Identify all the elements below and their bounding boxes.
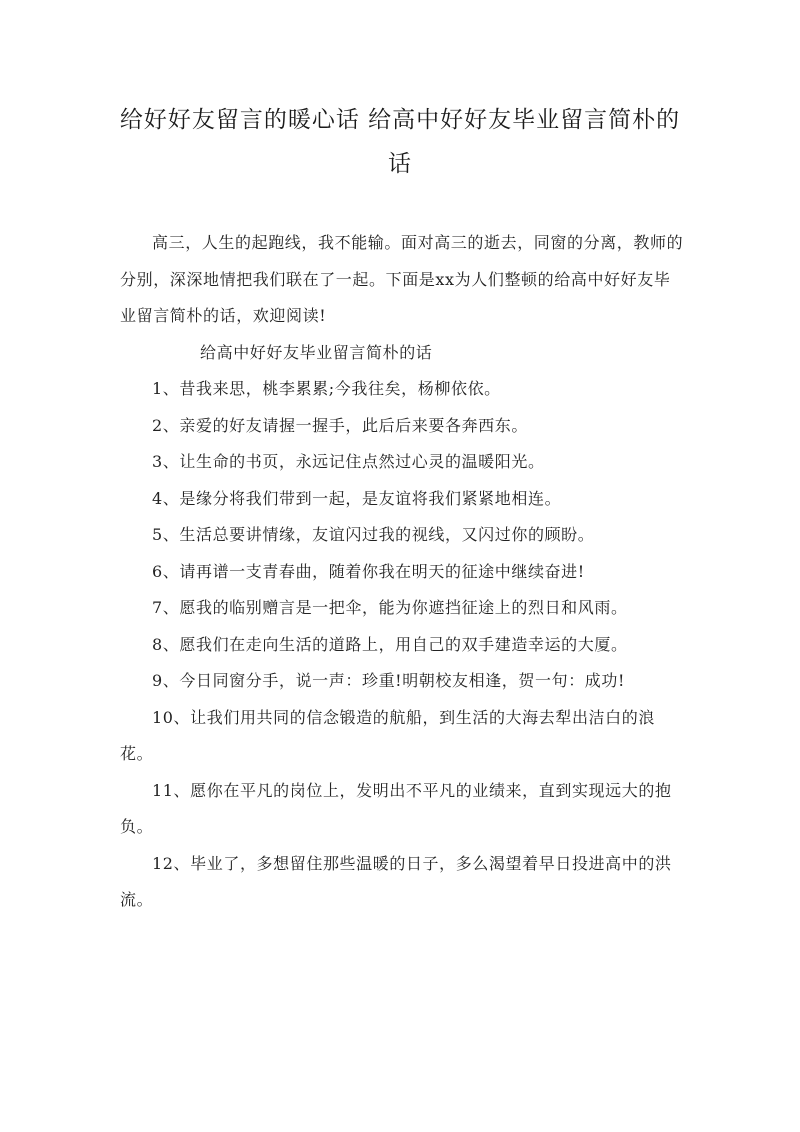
list-item: 2、亲爱的好友请握一握手，此后后来要各奔西东。 [152, 415, 528, 435]
list-item: 3、让生命的书页，永远记住点然过心灵的温暖阳光。 [152, 452, 545, 471]
document-title: 给好好友留言的暖心话 给高中好好友毕业留言简朴的话 [119, 107, 681, 177]
list-item: 5、生活总要讲情缘，友谊闪过我的视线，又闪过你的顾盼。 [152, 525, 595, 544]
list-item: 7、愿我的临别赠言是一把伞，能为你遮挡征途上的烈日和风雨。 [152, 598, 628, 617]
list-item: 4、是缘分将我们带到一起，是友谊将我们紧紧地相连。 [152, 488, 562, 508]
list-item: 6、请再谱一支青春曲，随着你我在明天的征途中继续奋进! [152, 561, 585, 581]
list-item: 11、愿你在平凡的岗位上，发明出不平凡的业绩来，直到实现远大的抱负。 [120, 780, 672, 836]
intro-paragraph: 高三，人生的起跑线，我不能输。面对高三的逝去，同窗的分离，教师的分别，深深地情把我们联在了一起。下面是xx为人们整顿的给高中好好友毕业留言简朴的话，欢迎阅读! [120, 233, 684, 325]
document-body [120, 225, 685, 919]
list-item: 12、毕业了，多想留住那些温暖的日子，多么渴望着早日投进高中的洪流。 [120, 853, 672, 909]
list-item: 8、愿我们在走向生活的道路上，用自己的双手建造幸运的大厦。 [152, 634, 628, 654]
list-item: 9、今日同窗分手，说一声：珍重!明朝校友相逢，贺一句：成功! [152, 671, 626, 690]
section-subtitle: 给高中好好友毕业留言简朴的话 [200, 342, 433, 362]
list-item: 10、让我们用共同的信念锻造的航船，到生活的大海去犁出洁白的浪花。 [120, 707, 655, 763]
list-item: 1、昔我来思，桃李累累;今我往矣，杨柳依依。 [152, 379, 501, 398]
